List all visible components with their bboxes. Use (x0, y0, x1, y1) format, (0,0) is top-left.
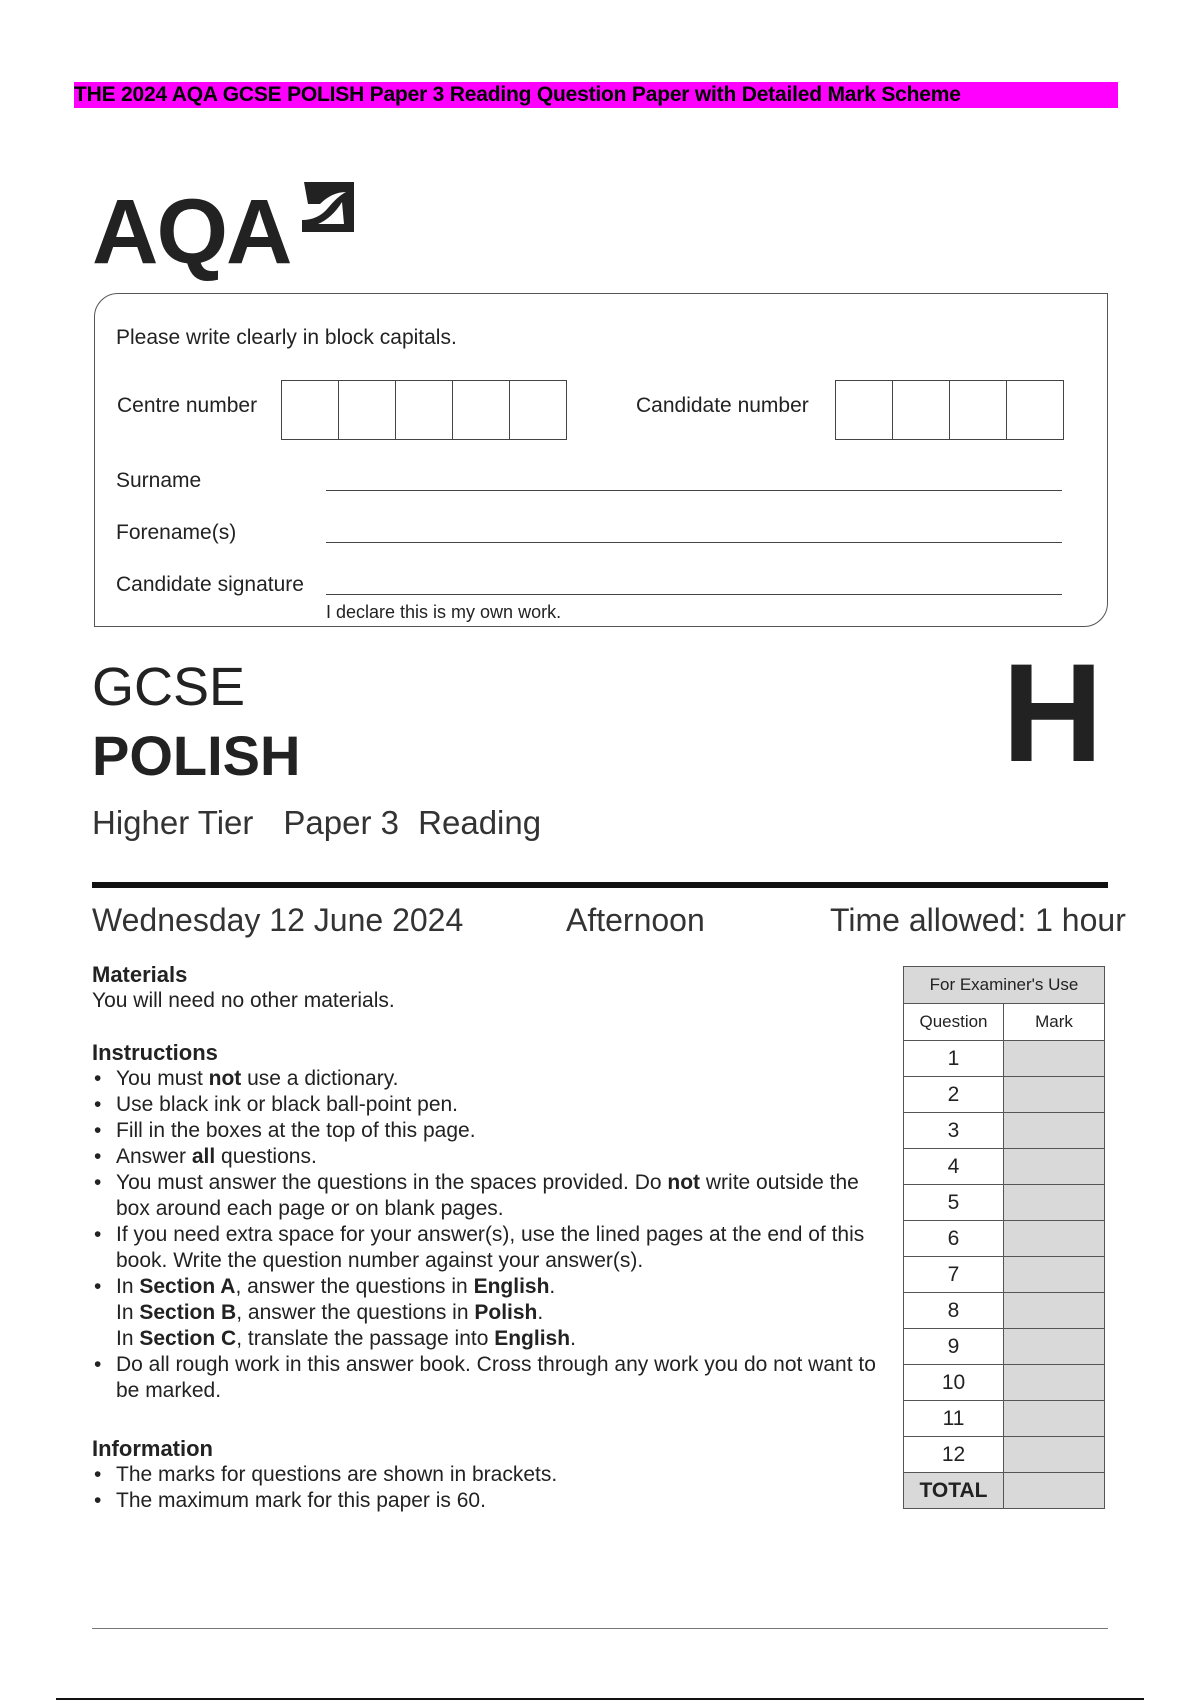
instructions-section (92, 1040, 882, 1404)
question-number: 1 (904, 1041, 1004, 1077)
centre-number-label: Centre number (117, 394, 258, 417)
table-row (904, 1149, 1105, 1185)
information-section (92, 1436, 882, 1514)
information-heading: Information (92, 1436, 213, 1461)
title-divider (92, 882, 1108, 888)
table-row (904, 1185, 1105, 1221)
table-row (904, 1365, 1105, 1401)
table-row (904, 1293, 1105, 1329)
forenames-label: Forename(s) (116, 521, 237, 544)
list-item: • Answer all questions. (92, 1144, 882, 1170)
candidate-number-label: Candidate number (636, 394, 809, 417)
question-number: 3 (904, 1113, 1004, 1149)
tier-letter: H (1002, 634, 1104, 791)
candidate-number-digit[interactable] (950, 381, 1007, 439)
examiner-use-table (903, 966, 1105, 1509)
time-allowed: Time allowed: 1 hour (830, 902, 1126, 938)
question-column-header: Question (904, 1004, 1004, 1041)
table-row (904, 1077, 1105, 1113)
list-item: • Use black ink or black ball-point pen. (92, 1092, 882, 1118)
total-mark-cell[interactable] (1004, 1473, 1105, 1509)
materials-text: You will need no other materials. (92, 989, 395, 1012)
centre-number-digit[interactable] (510, 381, 566, 439)
table-row (904, 1257, 1105, 1293)
question-number: 2 (904, 1077, 1004, 1113)
candidate-number-boxes[interactable] (835, 380, 1064, 440)
signature-field[interactable] (326, 594, 1062, 595)
subject-title: POLISH (92, 724, 301, 787)
qualification-title: GCSE (92, 657, 246, 717)
aqa-tick-mark-icon (298, 180, 356, 238)
examiner-table-title: For Examiner's Use (904, 967, 1105, 1004)
mark-column-header: Mark (1004, 1004, 1105, 1041)
mark-cell[interactable] (1004, 1077, 1105, 1113)
information-list (92, 1462, 882, 1514)
centre-number-digit[interactable] (396, 381, 453, 439)
surname-label: Surname (116, 469, 202, 492)
table-row (904, 1437, 1105, 1473)
paper-number: Paper 3 (283, 804, 399, 841)
mark-cell[interactable] (1004, 1149, 1105, 1185)
centre-number-digit[interactable] (282, 381, 339, 439)
tier-name: Higher Tier (92, 804, 254, 841)
table-row (904, 1401, 1105, 1437)
list-item: • Do all rough work in this answer book. Cross through any work you do not want to be marked. (92, 1352, 882, 1404)
list-item: • The maximum mark for this paper is 60. (92, 1488, 882, 1514)
list-item: • In Section A, answer the questions in English. In Section B, answer the questions in Polish. In Section C, translate the passage into English. (92, 1274, 882, 1352)
forenames-field[interactable] (326, 542, 1062, 543)
surname-field[interactable] (326, 490, 1062, 491)
table-row (904, 1221, 1105, 1257)
table-row (904, 1329, 1105, 1365)
total-label: TOTAL (904, 1473, 1004, 1509)
exam-date: Wednesday 12 June 2024 (92, 902, 464, 938)
paper-component: Reading (418, 804, 542, 841)
centre-number-boxes[interactable] (281, 380, 567, 440)
footer-divider (92, 1628, 1108, 1629)
mark-cell[interactable] (1004, 1185, 1105, 1221)
list-item: • Fill in the boxes at the top of this page. (92, 1118, 882, 1144)
question-number: 5 (904, 1185, 1004, 1221)
materials-section (92, 962, 882, 1014)
question-number: 7 (904, 1257, 1004, 1293)
mark-cell[interactable] (1004, 1257, 1105, 1293)
question-number: 11 (904, 1401, 1004, 1437)
candidate-number-digit[interactable] (1007, 381, 1063, 439)
mark-cell[interactable] (1004, 1113, 1105, 1149)
instructions-list (92, 1066, 882, 1404)
materials-heading: Materials (92, 962, 188, 987)
centre-number-digit[interactable] (339, 381, 396, 439)
declaration-text: I declare this is my own work. (326, 602, 562, 622)
question-number: 10 (904, 1365, 1004, 1401)
candidate-number-digit[interactable] (893, 381, 950, 439)
document-banner: THE 2024 AQA GCSE POLISH Paper 3 Reading Question Paper with Detailed Mark Scheme (74, 82, 1118, 108)
question-number: 4 (904, 1149, 1004, 1185)
instructions-heading: Instructions (92, 1040, 218, 1065)
list-item: • The marks for questions are shown in brackets. (92, 1462, 882, 1488)
list-item: • You must answer the questions in the spaces provided. Do not write outside the box around each page or on blank pages. (92, 1170, 882, 1222)
table-row (904, 1041, 1105, 1077)
mark-cell[interactable] (1004, 1221, 1105, 1257)
mark-cell[interactable] (1004, 1293, 1105, 1329)
question-number: 12 (904, 1437, 1004, 1473)
list-item: • If you need extra space for your answer(s), use the lined pages at the end of this book. Write the question number against your answer(s). (92, 1222, 882, 1274)
list-item: • You must not use a dictionary. (92, 1066, 882, 1092)
centre-number-digit[interactable] (453, 381, 510, 439)
signature-label: Candidate signature (116, 573, 304, 596)
mark-cell[interactable] (1004, 1041, 1105, 1077)
aqa-logo: AQA (92, 181, 291, 283)
table-row (904, 1113, 1105, 1149)
question-number: 8 (904, 1293, 1004, 1329)
question-number: 6 (904, 1221, 1004, 1257)
paper-subtitle (92, 804, 541, 842)
question-number: 9 (904, 1329, 1004, 1365)
exam-session: Afternoon (566, 902, 705, 938)
block-capitals-instruction: Please write clearly in block capitals. (116, 326, 457, 349)
mark-cell[interactable] (1004, 1365, 1105, 1401)
mark-cell[interactable] (1004, 1437, 1105, 1473)
mark-cell[interactable] (1004, 1401, 1105, 1437)
mark-cell[interactable] (1004, 1329, 1105, 1365)
candidate-number-digit[interactable] (836, 381, 893, 439)
